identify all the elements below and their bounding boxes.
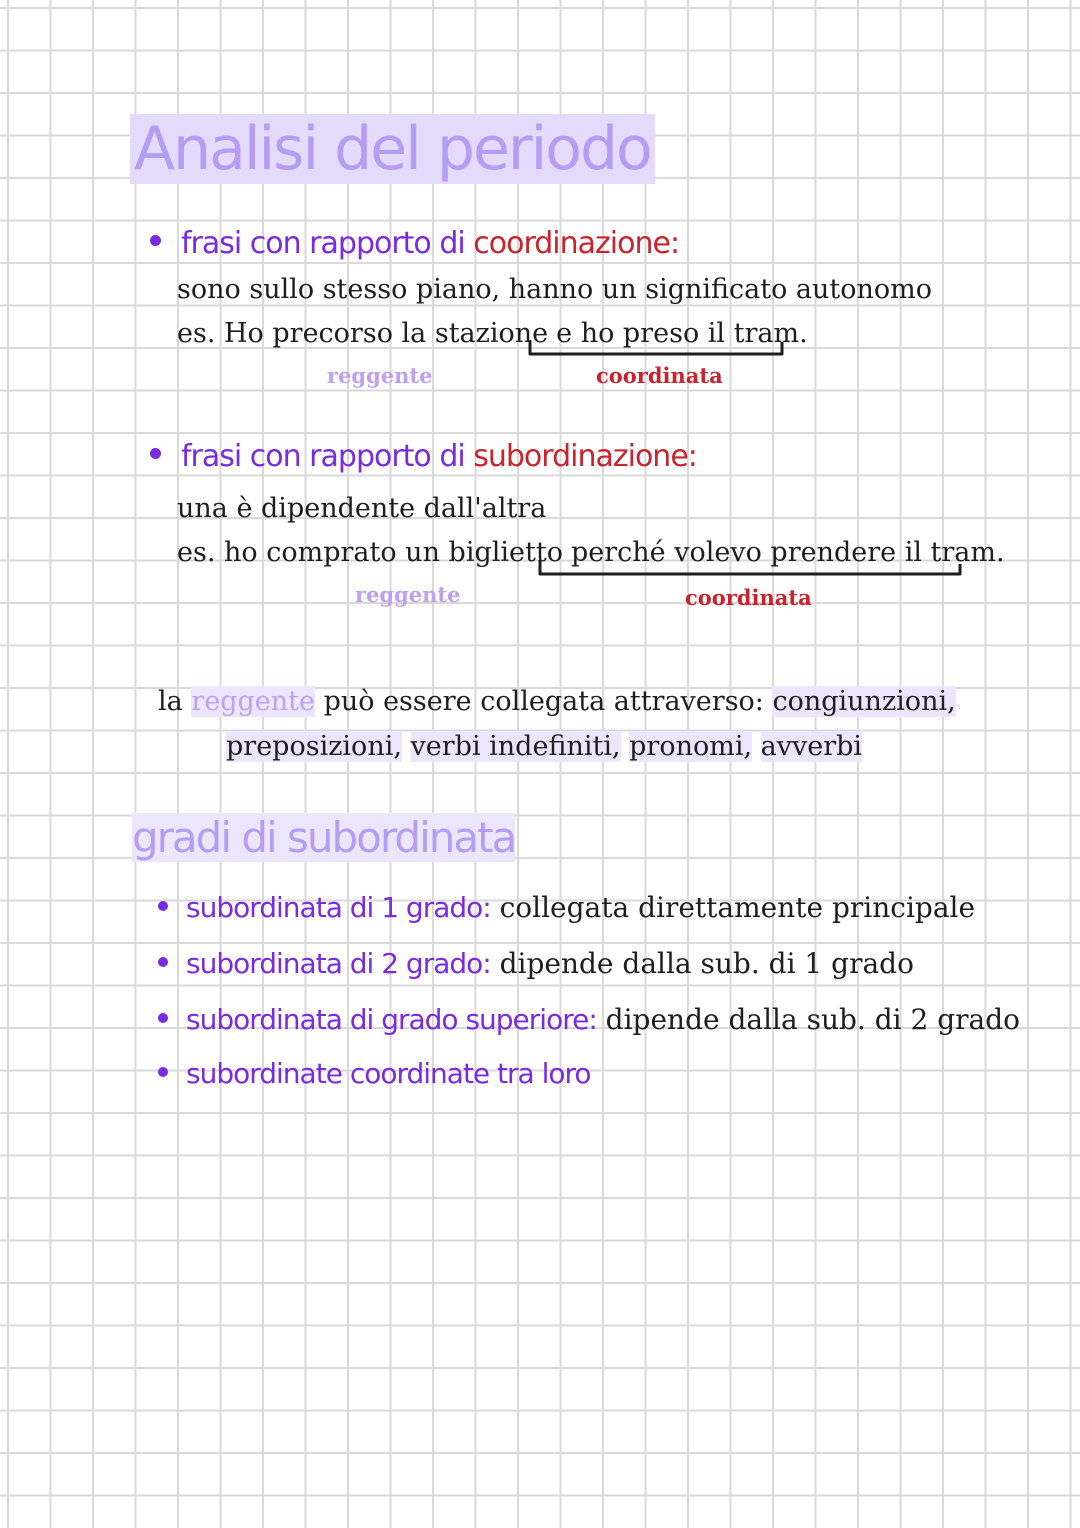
gradi-item-key: subordinata di grado superiore: (186, 1003, 597, 1036)
bullet-icon (158, 901, 168, 911)
gradi-list-item (158, 889, 975, 927)
gradi-item-key: subordinate coordinate tra loro (186, 1057, 591, 1090)
reggente-note-middle: può essere collegata attraverso: (314, 686, 773, 717)
gradi-heading (132, 810, 515, 866)
gradi-list-item (158, 1055, 591, 1093)
subordinazione-heading-prefix: frasi con rapporto di (181, 439, 474, 474)
bullet-icon (158, 1067, 168, 1077)
gradi-item-value: dipende dalla sub. di 2 grado (596, 1003, 1020, 1036)
reggente-note-line2 (226, 729, 862, 765)
subordinata-bracket (530, 556, 970, 580)
coordinazione-label-reggente: reggente (327, 363, 433, 388)
coordinazione-heading (150, 224, 679, 264)
gradi-list-item (158, 945, 914, 983)
gradi-item-key: subordinata di 1 grado: (186, 891, 491, 924)
reggente-note-item: verbi indefiniti, (410, 731, 621, 762)
reggente-note-key: reggente (191, 686, 315, 717)
bullet-icon (158, 957, 168, 967)
subordinazione-example-reggente: es. ho comprato un biglietto (177, 537, 563, 568)
reggente-note-item: congiunzioni, (772, 686, 956, 717)
gradi-list-item (158, 1001, 1020, 1039)
coordinazione-heading-key: coordinazione: (473, 226, 680, 261)
coordinazione-definition: sono sullo stesso piano, hanno un significato autonomo (177, 274, 933, 305)
coordinazione-example-reggente: es. Ho precorso la stazione (177, 318, 549, 349)
coordinata-bracket (520, 336, 790, 360)
subordinazione-label-reggente: reggente (355, 582, 461, 607)
subordinazione-label-coordinata: coordinata (685, 585, 812, 610)
reggente-note-item: pronomi, (629, 731, 753, 762)
coordinazione-label-coordinata: coordinata (596, 363, 723, 388)
gradi-item-value: collegata direttamente principale (490, 891, 976, 924)
page-title-text: Analisi del periodo (130, 114, 655, 184)
bullet-icon (150, 235, 161, 246)
reggente-note-item: preposizioni, (226, 731, 402, 762)
subordinazione-definition: una è dipendente dall'altra (177, 493, 547, 524)
reggente-note-line1 (158, 684, 956, 720)
subordinazione-example-subordinata: perché volevo prendere il tram. (570, 537, 1005, 568)
page-title (130, 112, 655, 186)
reggente-note-prefix: la (158, 686, 192, 717)
bullet-icon (150, 448, 161, 459)
coordinazione-example-coordinata: e ho preso il tram. (556, 318, 808, 349)
gradi-item-key: subordinata di 2 grado: (186, 947, 491, 980)
coordinazione-heading-prefix: frasi con rapporto di (181, 226, 474, 261)
reggente-note-item: avverbi (760, 731, 863, 762)
subordinazione-heading (150, 437, 697, 477)
subordinazione-heading-key: subordinazione: (473, 439, 697, 474)
gradi-heading-text: gradi di subordinata (132, 813, 516, 862)
gradi-item-value: dipende dalla sub. di 1 grado (490, 947, 914, 980)
bullet-icon (158, 1013, 168, 1023)
